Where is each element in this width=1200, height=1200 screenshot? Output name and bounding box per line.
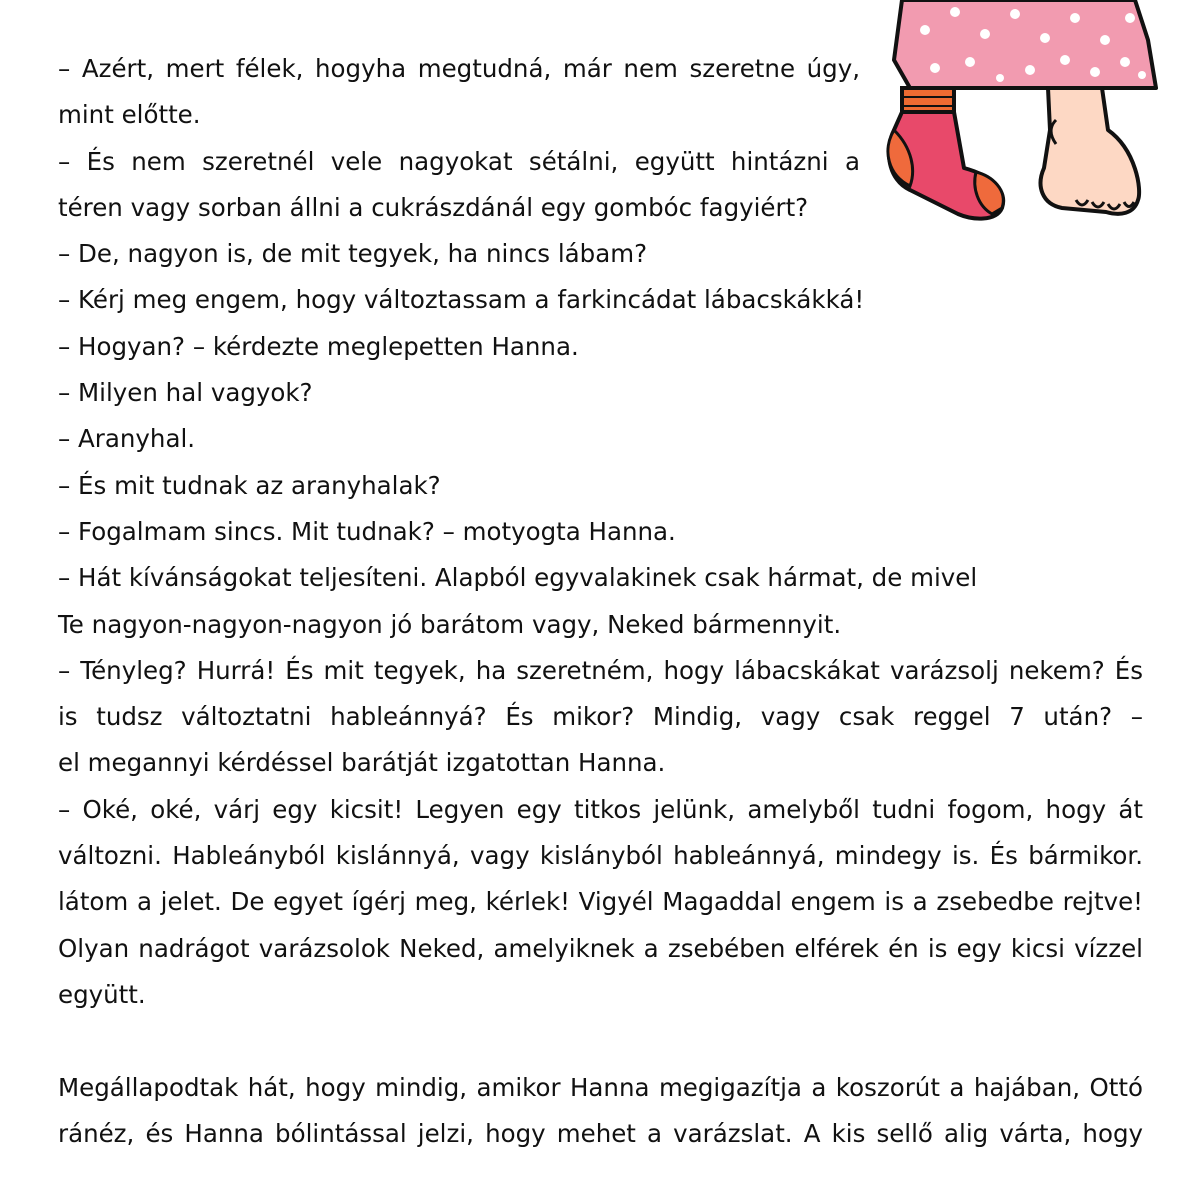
text-line: – Fogalmam sincs. Mit tudnak? – motyogta Hanna.: [58, 516, 676, 546]
text-line: Te nagyon-nagyon-nagyon jó barátom vagy, Neked bármennyit.: [58, 609, 842, 639]
text-line: – És mit tudnak az aranyhalak?: [58, 470, 441, 500]
text-line: Megállapodtak hát, hogy mindig, amikor Hanna megigazítja a koszorút a hajában, Ottó: [58, 1072, 1143, 1102]
text-line: – Tényleg? Hurrá! És mit tegyek, ha szeretném, hogy lábacskákat varázsolj nekem? És: [58, 655, 1143, 685]
text-line: – Hát kívánságokat teljesíteni. Alapból egyvalakinek csak hármat, de mivel: [58, 563, 978, 593]
text-line: mint előtte.: [58, 100, 201, 130]
text-line: – Azért, mert félek, hogyha megtudná, már nem szeretne úgy,: [58, 54, 860, 83]
story-text: [58, 46, 1143, 1157]
text-line: – De, nagyon is, de mit tegyek, ha nincs lábam?: [58, 239, 648, 269]
paragraph-gap: [58, 1018, 1143, 1064]
text-line: változni. Hableányból kislánnyá, vagy kislányból hableánnyá, mindegy is. És bármikor.: [58, 841, 1143, 871]
text-line: – Milyen hal vagyok?: [58, 378, 313, 408]
text-line: látom a jelet. De egyet ígérj meg, kérlek! Vigyél Magaddal engem is a zsebedbe rejtve!: [58, 887, 1143, 917]
text-line: – Kérj meg engem, hogy változtassam a farkincádat lábacskákká!: [58, 285, 865, 315]
text-line: együtt.: [58, 979, 146, 1009]
text-line: ránéz, és Hanna bólintással jelzi, hogy mehet a varázslat. A kis sellő alig várta, hogy: [58, 1118, 1143, 1148]
text-line: – Aranyhal.: [58, 424, 196, 454]
text-line: el megannyi kérdéssel barátját izgatottan Hanna.: [58, 748, 666, 778]
text-line: téren vagy sorban állni a cukrászdánál egy gombóc fagyiért?: [58, 192, 809, 222]
text-line: – Oké, oké, várj egy kicsit! Legyen egy titkos jelünk, amelyből tudni fogom, hogy át: [58, 794, 1143, 824]
text-line: is tudsz változtatni hableánnyá? És mikor? Mindig, vagy csak reggel 7 után? –: [58, 702, 1143, 732]
text-line: – És nem szeretnél vele nagyokat sétálni, együtt hintázni a: [58, 146, 860, 176]
text-line: Olyan nadrágot varázsolok Neked, amelyiknek a zsebében elférek én is egy kicsi vízzel: [58, 933, 1143, 963]
text-line: – Hogyan? – kérdezte meglepetten Hanna.: [58, 331, 579, 361]
